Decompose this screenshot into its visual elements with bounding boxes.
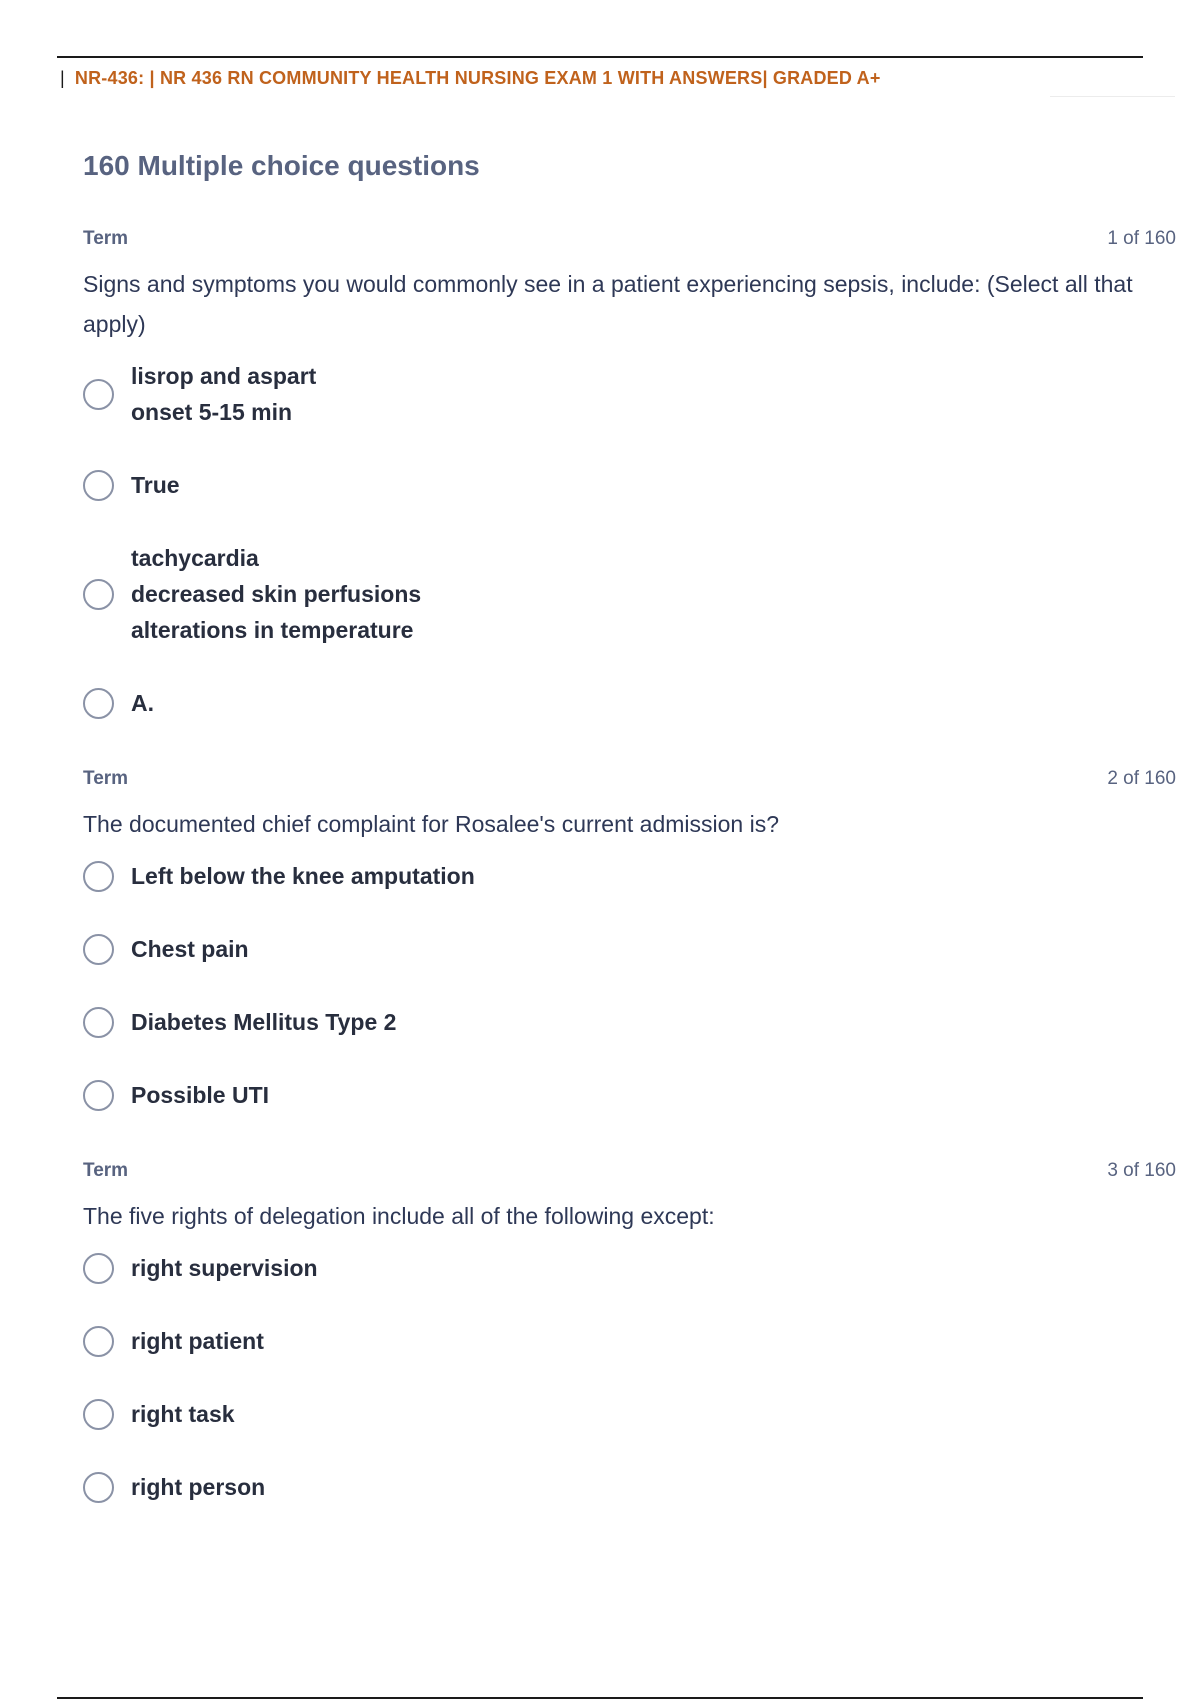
document-title: NR-436: | NR 436 RN COMMUNITY HEALTH NURSING EXAM 1 WITH ANSWERS| GRADED A+ xyxy=(74,68,881,88)
answer-option[interactable] xyxy=(83,1250,1176,1286)
option-text xyxy=(131,1004,396,1040)
question-text: The documented chief complaint for Rosalee's current admission is? xyxy=(83,811,780,837)
radio-button[interactable] xyxy=(83,1007,114,1038)
header-bar: | xyxy=(60,68,65,88)
radio-button[interactable] xyxy=(83,579,114,610)
question-card xyxy=(83,228,1176,721)
question-header xyxy=(83,768,1176,792)
radio-button[interactable] xyxy=(83,1080,114,1111)
question-header xyxy=(83,1160,1176,1184)
radio-button[interactable] xyxy=(83,688,114,719)
option-line: True xyxy=(131,472,180,498)
answer-option[interactable] xyxy=(83,540,1176,648)
set-title: 160 Multiple choice questions xyxy=(83,150,480,181)
question-card xyxy=(83,768,1176,1113)
document-header xyxy=(60,68,881,89)
option-text xyxy=(131,858,475,894)
answer-options xyxy=(83,358,1176,721)
radio-button[interactable] xyxy=(83,379,114,410)
answer-option[interactable] xyxy=(83,858,1176,894)
radio-button[interactable] xyxy=(83,934,114,965)
option-text xyxy=(131,1077,269,1113)
option-text xyxy=(131,467,180,503)
option-line: right person xyxy=(131,1474,266,1500)
answer-option[interactable] xyxy=(83,1323,1176,1359)
option-line: tachycardia xyxy=(131,545,259,571)
radio-button[interactable] xyxy=(83,1472,114,1503)
option-line: onset 5-15 min xyxy=(131,399,293,425)
question-counter: 2 of 160 xyxy=(1107,768,1176,789)
option-line: decreased skin perfusions xyxy=(131,581,422,607)
option-line: Chest pain xyxy=(131,936,249,962)
question-text: Signs and symptoms you would commonly see in a patient experiencing sepsis, include: (Select all that apply) xyxy=(83,271,1133,337)
bottom-divider xyxy=(57,1697,1143,1699)
radio-button[interactable] xyxy=(83,470,114,501)
answer-option[interactable] xyxy=(83,1396,1176,1432)
option-text xyxy=(131,1396,235,1432)
answer-option[interactable] xyxy=(83,467,1176,503)
question-text: The five rights of delegation include all of the following except: xyxy=(83,1203,715,1229)
question-counter: 3 of 160 xyxy=(1107,1160,1176,1181)
radio-button[interactable] xyxy=(83,1399,114,1430)
question-card xyxy=(83,1160,1176,1505)
radio-button[interactable] xyxy=(83,1326,114,1357)
option-line: right task xyxy=(131,1401,235,1427)
option-line: lisrop and aspart xyxy=(131,363,317,389)
option-line: Diabetes Mellitus Type 2 xyxy=(131,1009,397,1035)
answer-option[interactable] xyxy=(83,931,1176,967)
answer-option[interactable] xyxy=(83,685,1176,721)
option-line: A. xyxy=(131,690,154,716)
option-line: alterations in temperature xyxy=(131,617,414,643)
answer-options xyxy=(83,858,1176,1113)
header-underline xyxy=(1050,96,1175,97)
answer-option[interactable] xyxy=(83,1077,1176,1113)
option-text xyxy=(131,1323,264,1359)
option-line: Possible UTI xyxy=(131,1082,270,1108)
answer-options xyxy=(83,1250,1176,1505)
option-text xyxy=(131,540,421,648)
term-label: Term xyxy=(83,228,129,249)
answer-option[interactable] xyxy=(83,1004,1176,1040)
option-text xyxy=(131,685,154,721)
option-line: right supervision xyxy=(131,1255,318,1281)
term-label: Term xyxy=(83,768,129,789)
question-header xyxy=(83,228,1176,252)
option-line: Left below the knee amputation xyxy=(131,863,475,889)
question-counter: 1 of 160 xyxy=(1107,228,1176,249)
option-text xyxy=(131,358,316,430)
top-divider xyxy=(57,56,1143,58)
option-line: right patient xyxy=(131,1328,264,1354)
option-text xyxy=(131,1250,318,1286)
radio-button[interactable] xyxy=(83,1253,114,1284)
term-label: Term xyxy=(83,1160,129,1181)
option-text xyxy=(131,1469,265,1505)
option-text xyxy=(131,931,249,967)
answer-option[interactable] xyxy=(83,1469,1176,1505)
radio-button[interactable] xyxy=(83,861,114,892)
answer-option[interactable] xyxy=(83,358,1176,430)
